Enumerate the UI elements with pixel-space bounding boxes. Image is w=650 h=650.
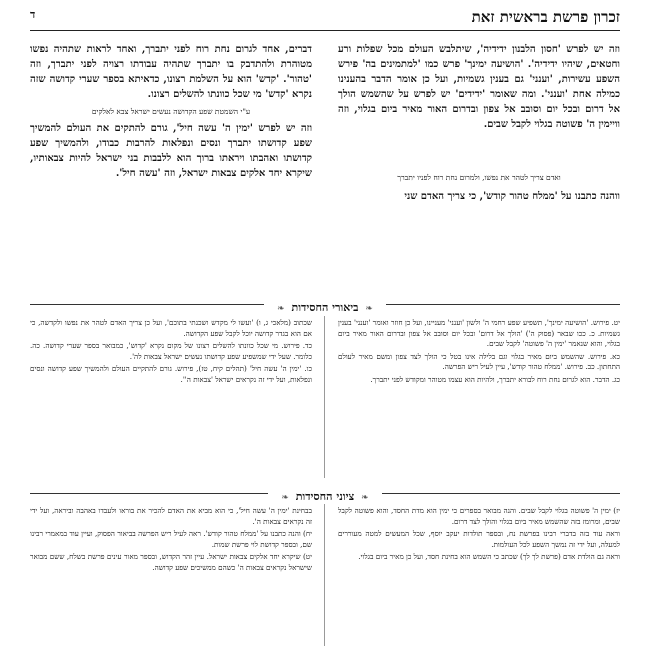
section-label: [264, 300, 386, 317]
ornament-icon: ❧: [281, 493, 289, 503]
main-text-left-column: [30, 42, 312, 285]
commentary-paragraph: יט. פירוש. 'הושיעה ימינך', תשפיע שפע רחמי ה' ולשון 'וענני' מעניינו, ועל כן חוזר ואומר 'וענני' בענין גשמיות. כ. ככו שבאר (פסוק ה') 'הולך אל דרום' ובכל יום וסובב אל צפון ובדרום האור מאיר ביום בגלוי, והוא שנאמר 'ימין ה' פשוטה' לקבל שבים.: [338, 318, 620, 348]
main-paragraph: וזה יש לפרש 'חסון הלבנון ידידיה', שיתלבש העולם מכל שפלות ורע וחטאים, שיהיו ידידיה'. 'הושיעה ימינך' פרש כמו 'למתמינים בה' פירש השפע עשירות, 'וענני' גם בענין גשמיות, ועל כן אומר הדבר בהענינו כמילה אחת 'וענני'. ומה שאומר 'ידידים' יש לפרש על שהשמש הולך אל דרום ובכל יום וסובב אל צפון ובדרום האור מאיר ביום בגלוי, וזה וויימין ה' פשוטה בגלוי לקבל שבים.: [338, 44, 620, 130]
page-number: ד: [30, 8, 36, 21]
ornament-icon: ❧: [361, 493, 369, 503]
column-divider: [324, 504, 325, 646]
spacer: [338, 136, 620, 166]
ornament-icon: ❧: [365, 304, 373, 314]
main-paragraph: ווהנה כתבנו על 'ממלח טהור קודש', כי צריך האדם שני: [404, 191, 620, 202]
section-heading-biurei: [30, 296, 620, 312]
inline-subheading: ע"י השמטת שפע הקדושה נעשים ישראל צבא לאלקים: [91, 107, 251, 116]
section-heading-tziyunei: [30, 485, 620, 501]
section-title: ציוני החסידות: [295, 490, 355, 503]
commentary-paragraph: כא. פירוש. שהשמש ביום מאיר בגלוי וגם בלילה אינו בטל כי הולך לצד צפון ומשם מאיר לעולם התחתון. כב. פירוש. 'ממלח טהור קודש', עיין לעיל ריש הפרשה.: [338, 351, 620, 371]
sources-right-column: [338, 506, 620, 644]
section-title: ביאורי החסידות: [291, 301, 359, 314]
commentary-paragraph: שכתוב (מלאכי ג, ו) 'ועשו לי מקדש ושכנתי בתוכם', ועל כן צריך האדם לטהר את נפשו ולקדשה, כי אם הוא בגדר קדושה יוכל לקבל שפע הקדושה.: [30, 318, 312, 338]
main-paragraph: וזה יש לפרש 'ימין ה' עשה חיל', גורם להתקים את העולם להמשיך שפע קדושתו יתברך ונסים ונפלאות להרבות כבודו, ולהמשיך שפע קדושתו ואהבתו ויראתו ברוך הוא ללבבות בני ישראל להיות צבאותיו, שיקרא יחד אלקים צבאות ישראל, וזה 'עשה חיל'.: [30, 123, 312, 179]
page-header: [30, 8, 620, 34]
main-text-right-column: [338, 42, 620, 285]
commentary-paragraph: וראה גם הולדת אדם (פרשת לך לך) שכתב כי השמש הוא בחינת חסד, ועל כן מאיר ביום בגלוי.: [358, 552, 620, 561]
main-paragraph: דברים, אחד לגרום נחת רוח לפני יתברך, ואחד לראות שתהיה נפשו מטוהרת ולהתדבק בו יתברך שתהיה עבודתו רצויה לפני יתברך, וזה 'טהור'. 'קדש' הוא על השלמת רצונו, כדאיתא בספר שערי קדושה שזה נקרא 'קדש' מי שכל כוונתו להשלים רצונו.: [30, 44, 312, 100]
header-rule: [30, 30, 620, 31]
commentary-left-column: [30, 318, 312, 476]
sources-left-column: [30, 506, 312, 644]
commentary-right-column: [338, 318, 620, 476]
inline-subheading: ואדם צריך לטהר את נפשו, ולמרום נחת רוח לפניו יתברך: [397, 173, 561, 182]
commentary-paragraph: כו. 'ימין ה' עשה חיל' (תהלים קיח, טז), פירוש. גורם להתקיים העולם ולהמשיך שפע קדושה ונסים ונפלאות, ועל ידי זה נקראים ישראל 'צבאות ה''.: [30, 364, 312, 384]
commentary-paragraph: בבחינת 'ימין ה' עשה חיל', כי הוא מביא את האדם להכיר את בוראו ולעבדו באהבה וביראה, ועל ידי זה נקראים צבאות ה'.: [30, 506, 312, 526]
commentary-paragraph: יט) שיקרא יחד אלקים צבאות ישראל. עיין זהר הקדוש, ובספר מאור עינים פרשת בשלח, ששם מבואר שישראל נקראים צבאות ה' כשהם ממשיכים שפע קדושה.: [30, 552, 312, 572]
commentary-paragraph: כג. הדבר. הוא לגרום נחת רוח לבורא יתברך, ולהיות הוא עצמו מטוהר ומקודש לפני יתברך.: [370, 374, 620, 384]
commentary-paragraph: וראה עוד בזה בדברי רבינו בפרשת נח, ובספר תולדות יעקב יוסף, שכל המעשים למטה מעוררים למעלה, ועל ידי זה נמשך השפע לכל העולמות.: [338, 529, 620, 549]
ornament-icon: ❧: [277, 304, 285, 314]
commentary-paragraph: יז) ימין ה' פשוטה בגלוי לקבל שבים. והנה מבואר בספרים כי ימין הוא מדת החסד, והוא פשוטה לקבל שבים, ומרומז בזה שהשמש מאיר ביום בגלוי והולך לצד דרום.: [338, 506, 620, 526]
commentary-paragraph: כד. פירוש. מי שכל כוונתו להשלים רצונו של מקום נקרא 'קדוש', כמבואר בספר שערי קדושה. כה. כלומר. שעל ידי שמשפיע שפע קדושתו נעשים ישראל צבאות לה'.: [30, 341, 312, 361]
column-divider: [324, 316, 325, 478]
running-title: זכרון פרשת בראשית זאת: [471, 8, 620, 26]
commentary-paragraph: יח) והנה כתבנו על 'ממלח טהור קודש'. ראה לעיל ריש הפרשה בביאור הפסוק, ועיין עוד במאמרי רבינו שם, ובספר קדושת לוי פרשת שמות.: [30, 529, 312, 549]
